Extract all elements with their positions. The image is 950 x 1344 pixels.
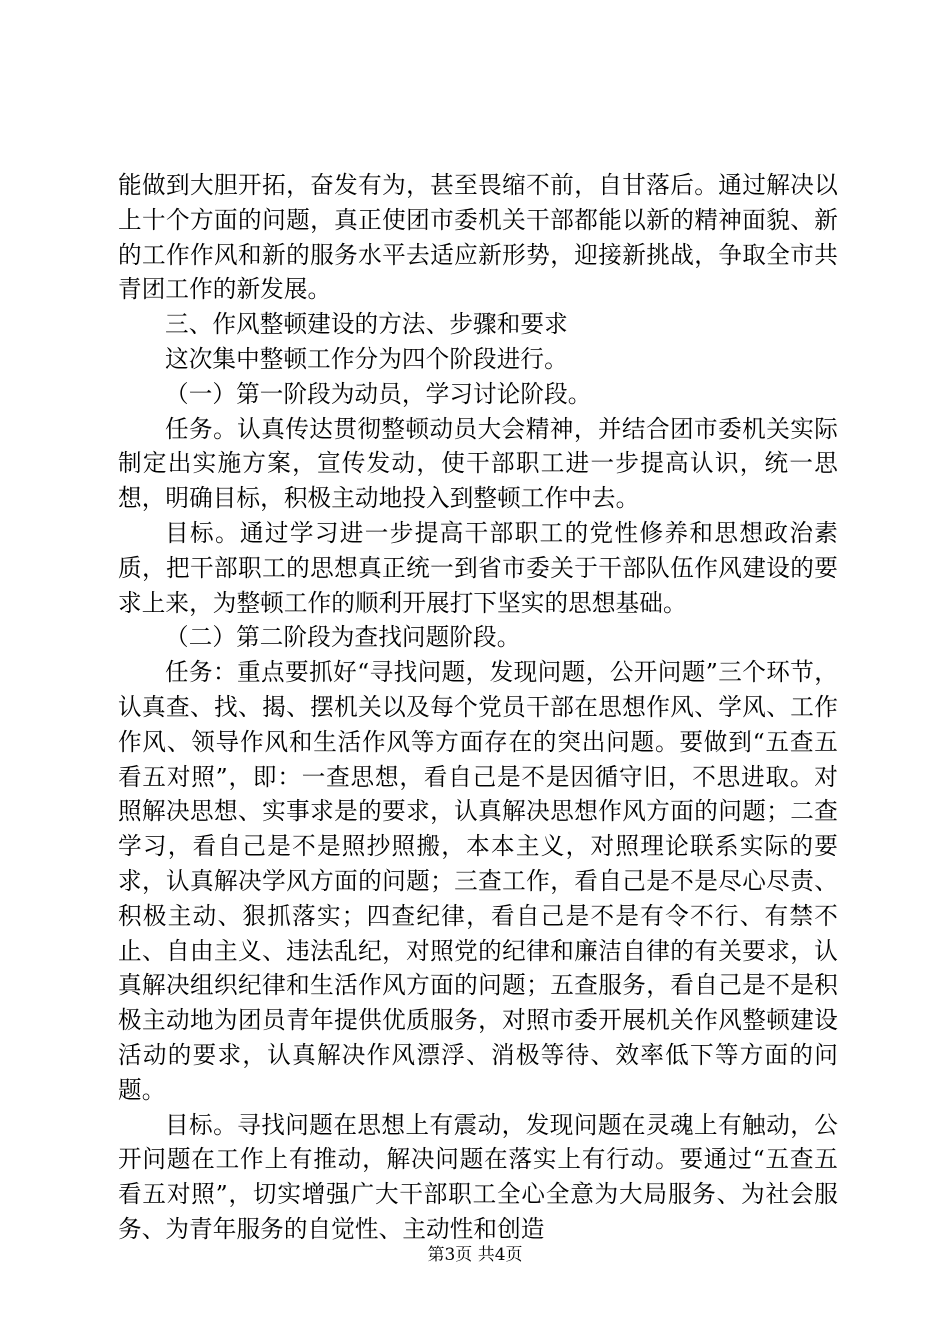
page-footer: 第3页 共4页 bbox=[427, 1245, 523, 1265]
section-heading: 三、作风整顿建设的方法、步骤和要求 bbox=[165, 310, 568, 339]
paragraph: 任务：重点要抓好“寻找问题，发现问题，公开问题”三个环节，认真查、找、揭、摆机关以及每个党员干部在思想作风、学风、工作作风、领导作风和生活作风等方面存在的突出问题。要做到“五查五看五对照”，即：一查思想，看自己是不是因循守旧，不思进取。对照解决思想、实事求是的要求，认真解决思想作风方面的问题；二查学习，看自己是不是照抄照搬，本本主义，对照理论联系实际的要求，认真解决学风方面的问题；三查工作，看自己是不是尽心尽责、积极主动、狠抓落实；四查纪律，看自己是不是有令不行、有禁不止、自由主义、违法乱纪，对照党的纪律和廉洁自律的有关要求，认真解决组织纪律和生活作风方面的问题；五查服务，看自己是不是积极主动地为团员青年提供优质服务，对照市委开展机关作风整顿建设活动的要求，认真解决作风漂浮、消极等待、效率低下等方面的问题。 bbox=[118, 658, 838, 1104]
paragraph: 能做到大胆开拓，奋发有为，甚至畏缩不前，自甘落后。通过解决以上十个方面的问题，真正使团市委机关干部都能以新的精神面貌、新的工作作风和新的服务水平去适应新形势，迎接新挑战，争取全市共青团工作的新发展。 bbox=[118, 171, 838, 304]
paragraph: 目标。寻找问题在思想上有震动，发现问题在灵魂上有触动，公开问题在工作上有推动，解决问题在落实上有行动。要通过“五查五看五对照”，切实增强广大干部职工全心全意为大局服务、为社会服务、为青年服务的自觉性、主动性和创造 bbox=[118, 1110, 838, 1243]
paragraph: 这次集中整顿工作分为四个阶段进行。 bbox=[165, 344, 568, 373]
subsection-heading: （二）第二阶段为查找问题阶段。 bbox=[165, 623, 521, 652]
paragraph: 任务。认真传达贯彻整顿动员大会精神，并结合团市委机关实际制定出实施方案，宣传发动，使干部职工进一步提高认识，统一思想，明确目标，积极主动地投入到整顿工作中去。 bbox=[118, 414, 838, 513]
document-body bbox=[118, 168, 838, 1247]
subsection-heading: （一）第一阶段为动员，学习讨论阶段。 bbox=[165, 379, 592, 408]
paragraph: 目标。通过学习进一步提高干部职工的党性修养和思想政治素质，把干部职工的思想真正统一到省市委关于干部队伍作风建设的要求上来，为整顿工作的顺利开展打下坚实的思想基础。 bbox=[118, 518, 838, 617]
